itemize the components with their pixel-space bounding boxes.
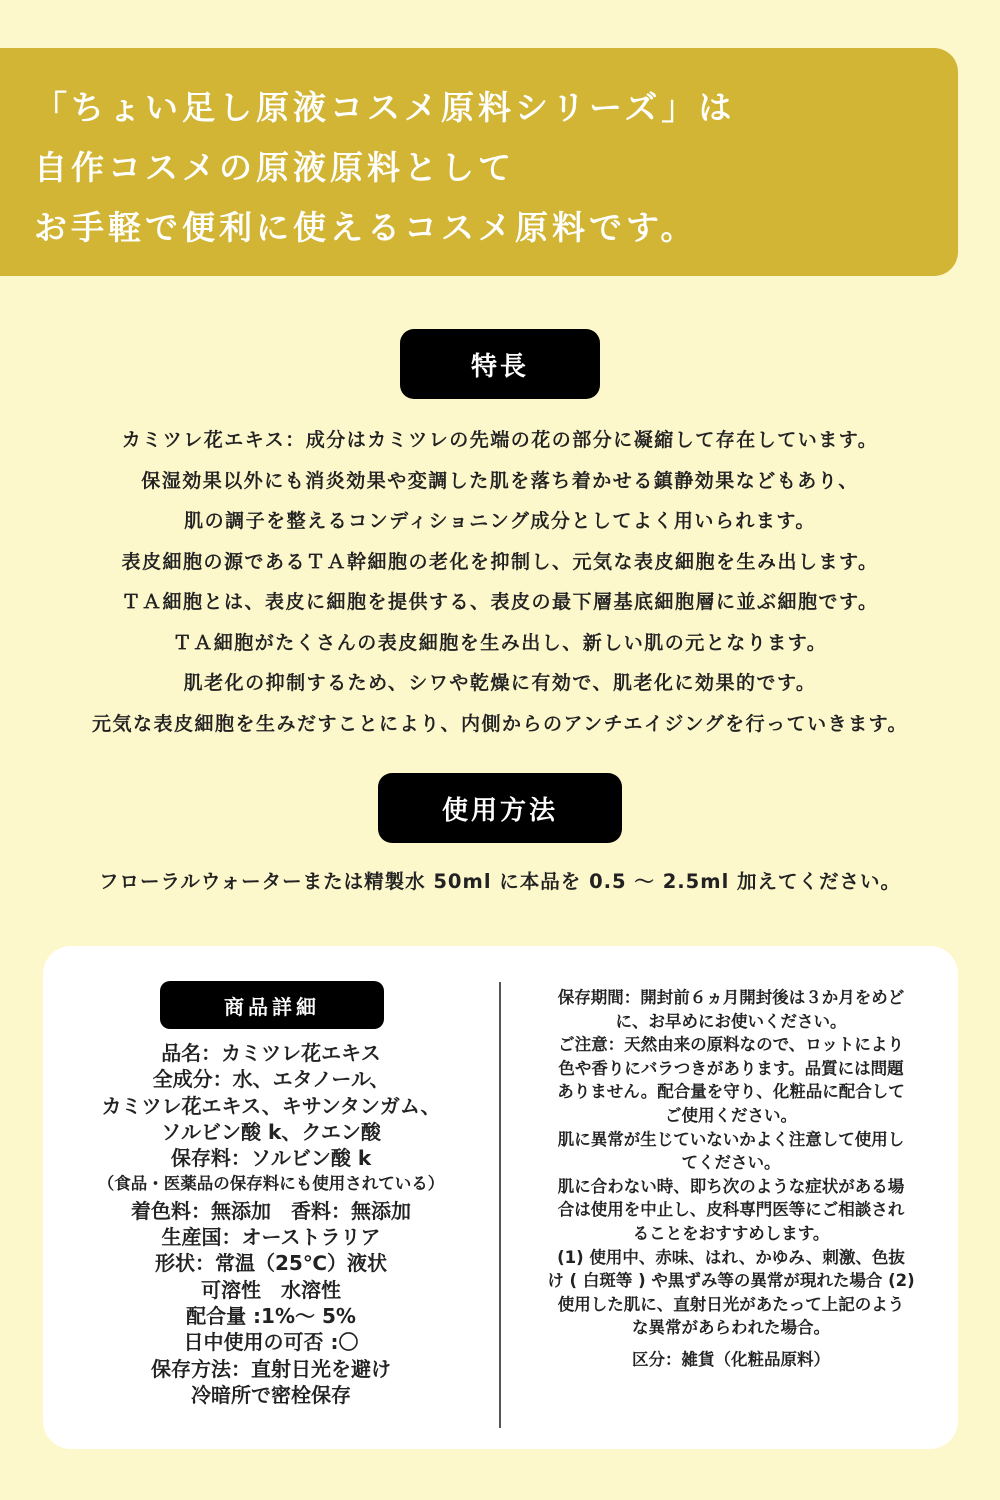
detail-line: 品名：カミツレ花エキス	[161, 1041, 381, 1065]
feature-line: 保湿効果以外にも消炎効果や変調した肌を落ち着かせる鎮静効果などもあり、	[141, 469, 859, 492]
features-section	[0, 420, 1000, 744]
note-line: な異常があらわれた場合。	[632, 1318, 830, 1338]
note-line: ご使用ください。	[665, 1105, 797, 1125]
product-details-card	[43, 946, 958, 1449]
feature-line: ＴＡ細胞がたくさんの表皮細胞を生み出し、新しい肌の元となります。	[172, 631, 828, 654]
feature-line: 肌の調子を整えるコンディショニング成分としてよく用いられます。	[184, 510, 816, 532]
note-line: け ( 白斑等 ) や黒ずみ等の異常が現れた場合 (2)	[547, 1271, 915, 1291]
banner-line: お手軽で便利に使えるコスメ原料です。	[34, 208, 698, 247]
detail-line: 保存料：ソルビン酸 k	[170, 1146, 372, 1171]
details-list	[43, 1040, 499, 1408]
features-heading: 特長	[400, 329, 600, 399]
note-line: 色や香りにバラつきがあります。品質には問題	[558, 1058, 904, 1078]
note-line: 肌に合わない時、即ち次のような症状がある場	[557, 1176, 905, 1196]
column-divider	[499, 982, 501, 1428]
detail-line: 日中使用の可否 :〇	[183, 1330, 359, 1355]
note-line: 保存期間：開封前６ヵ月開封後は３か月をめど	[557, 988, 905, 1007]
detail-line: 生産国：オーストラリア	[161, 1225, 381, 1250]
detail-line: 保存方法：直射日光を避け	[151, 1356, 391, 1381]
intro-banner	[0, 48, 958, 276]
usage-heading: 使用方法	[378, 773, 622, 843]
details-heading: 商品詳細	[160, 981, 384, 1029]
note-line: 使用した肌に、直射日光があたって上記のよう	[557, 1294, 905, 1314]
feature-line: ＴＡ細胞とは、表皮に細胞を提供する、表皮の最下層基底細胞層に並ぶ細胞です。	[121, 591, 879, 613]
note-line: ご注意：天然由来の原料なので、ロットにより	[558, 1035, 904, 1055]
note-line: ありません。配合量を守り、化粧品に配合して	[557, 1082, 905, 1102]
notes-column	[521, 986, 941, 1372]
detail-line: （食品・医薬品の保存料にも使用されている）	[97, 1174, 445, 1194]
banner-line: 「ちょい足し原液コスメ原料シリーズ」は	[34, 88, 736, 127]
feature-line: 元気な表皮細胞を生みだすことにより、内側からのアンチエイジングを行っていきます。	[91, 712, 909, 735]
detail-line: 配合量 :1%～ 5%	[186, 1303, 356, 1328]
note-line: 肌に異常が生じていないかよく注意して使用し	[557, 1129, 905, 1149]
feature-line: 表皮細胞の源であるＴＡ幹細胞の老化を抑制し、元気な表皮細胞を生み出します。	[121, 550, 879, 573]
banner-line: 自作コスメの原液原料として	[34, 148, 515, 187]
detail-line: 全成分：水、エタノール、	[152, 1067, 390, 1092]
note-line: ることをおすすめします。	[632, 1223, 830, 1243]
category-label: 区分：雑貨（化粧品原料）	[632, 1349, 830, 1369]
note-line: (1) 使用中、赤味、はれ、かゆみ、刺激、色抜	[557, 1247, 905, 1267]
detail-line: 着色料：無添加 香料：無添加	[131, 1198, 411, 1223]
feature-line: 肌老化の抑制するため、シワや乾燥に有効で、肌老化に効果的です。	[183, 672, 817, 694]
detail-line: 冷暗所で密栓保存	[191, 1382, 351, 1407]
usage-text: フローラルウォーターまたは精製水 50ml に本品を 0.5 ～ 2.5ml 加えてください。	[98, 870, 902, 893]
note-line: に、お早めにお使いください。	[615, 1011, 847, 1031]
detail-line: 可溶性 水溶性	[201, 1277, 341, 1302]
detail-line: カミツレ花エキス、キサンタンガム、	[101, 1093, 441, 1118]
feature-line: カミツレ花エキス：成分はカミツレの先端の花の部分に凝縮して存在しています。	[121, 429, 879, 451]
detail-line: 形状：常温（25℃）液状	[154, 1251, 388, 1276]
detail-line: ソルビン酸 k、クエン酸	[161, 1119, 381, 1144]
note-line: 合は使用を中止し、皮科専門医等にご相談され	[557, 1200, 905, 1220]
note-line: てください。	[681, 1153, 781, 1173]
